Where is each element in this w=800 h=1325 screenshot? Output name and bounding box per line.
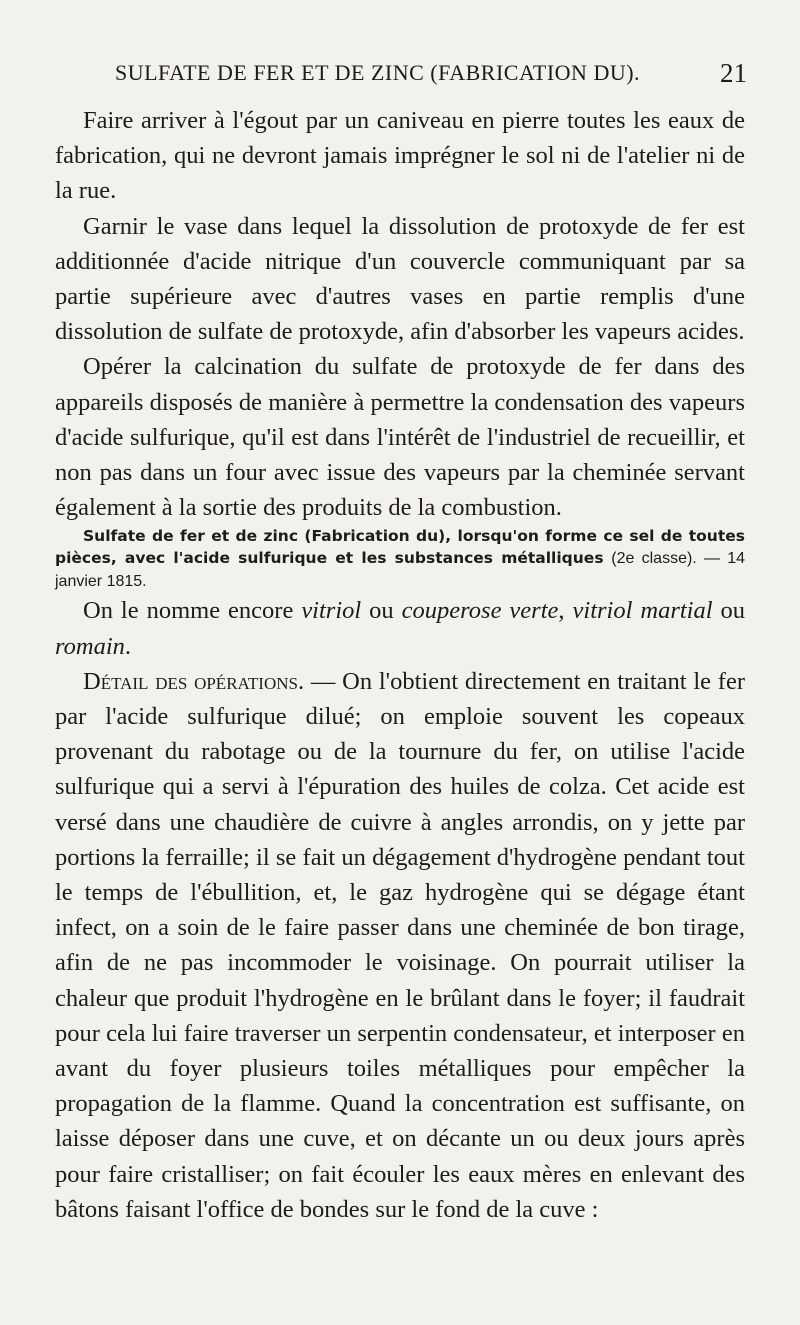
classification-title: Sulfate de fer et de zinc (Fabrication du), lorsqu'on forme ce sel de toutes pièces, avec l'acide sulfurique et les substances métalliques (55, 527, 745, 568)
body-text (55, 103, 745, 1227)
section-heading: Détail des opérations. (83, 667, 305, 695)
detail-text: — On l'obtient directement en traitant le fer par l'acide sulfurique dilué; on emploie souvent les copeaux provenant du rabotage ou de la tournure du fer, on utilise l'acide sulfurique qui a servi à l'épuration des huiles de colza. Cet acide est versé dans une chaudière de cuivre à angles arrondis, on y jette par portions la ferraille; il se fait un dégagement d'hydrogène pendant tout le temps de l'ébullition, et, le gaz hydrogène qui se dégage étant infect, on a soin de le faire passer dans une cheminée de bon tirage, afin de ne pas incommoder le voisinage. On pourrait utiliser la chaleur que produit l'hydrogène en le brûlant dans le foyer; il faudrait pour cela lui faire traverser un serpentin condensateur, et interposer en avant du foyer plusieurs toiles métalliques pour empêcher la propagation de la flamme. Quand la concentration est suffisante, on laisse déposer dans une cuve, et on décante un ou deux jours après pour faire cristalliser; on fait écouler les eaux mères en enlevant des bâtons faisant l'office de bondes sur le fond de la cuve : (55, 667, 745, 1223)
synonyms-end: . (124, 632, 132, 660)
paragraph-vase: Garnir le vase dans lequel la dissolution de protoxyde de fer est additionnée d'acide nitrique d'un couvercle communiquant par sa partie supérieure avec d'autres vases en partie remplis d'une dissolution de sulfate de protoxyde, afin d'absorber les vapeurs acides. (55, 212, 745, 346)
synonyms-lead: On le nomme encore (83, 597, 302, 625)
classification-entry (55, 525, 745, 593)
term-vitriol-martial: vitriol martial (572, 597, 713, 625)
synonyms-sep: , (558, 597, 573, 625)
paragraph-detail-operations (55, 664, 745, 1227)
running-head: SULFATE DE FER ET DE ZINC (FABRICATION DU). (115, 60, 641, 85)
term-vitriol: vitriol (301, 597, 362, 625)
term-couperose-verte: couperose verte (401, 597, 559, 625)
paragraph-egout: Faire arriver à l'égout par un caniveau en pierre toutes les eaux de fabrication, qui ne devront jamais imprégner le sol ni de l'atelier ni de la rue. (55, 107, 745, 205)
paragraph-calcination: Opérer la calcination du sulfate de protoxyde de fer dans des appareils disposés de manière à permettre la condensation des vapeurs d'acide sulfurique, qu'il est dans l'intérêt de l'industriel de recueillir, et non pas dans un four avec issue des vapeurs par la cheminée servant également à la sortie des produits de la combustion. (55, 353, 745, 522)
page-header (55, 60, 747, 96)
synonyms-sep: ou (361, 597, 402, 625)
page-number: 21 (720, 58, 747, 88)
classification-detail: (2e classe). — 14 janvier 1815. (55, 550, 745, 591)
synonyms-sep: ou (712, 597, 746, 625)
paragraph-synonyms (55, 593, 745, 663)
term-romain: romain (55, 632, 125, 660)
